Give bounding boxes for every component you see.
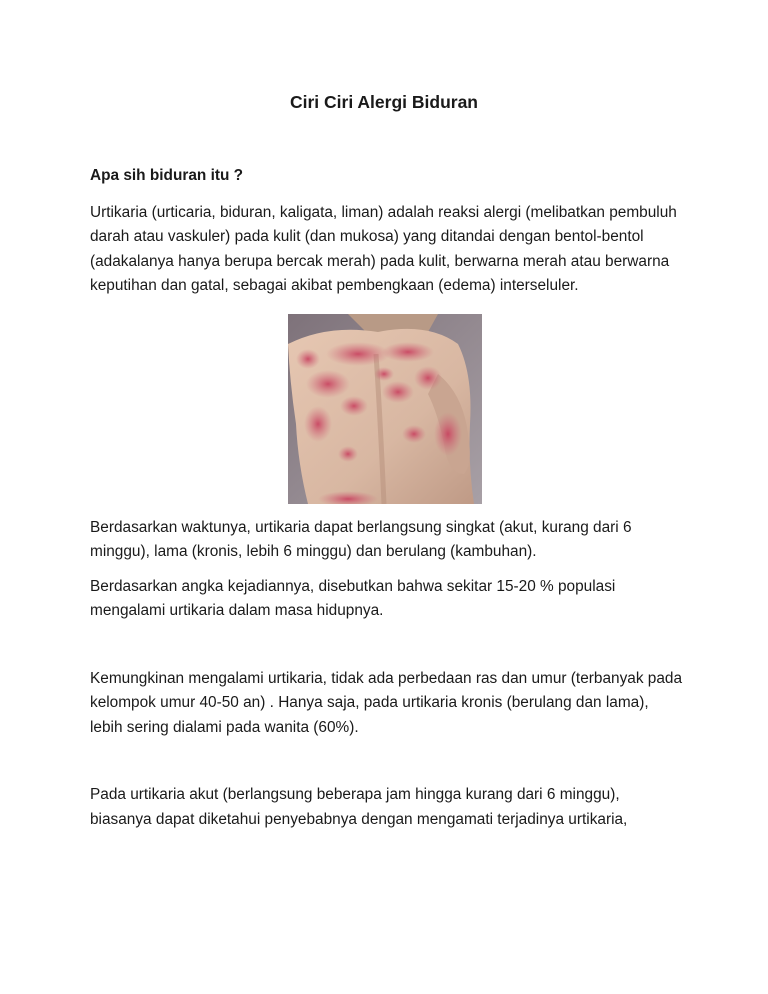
urticaria-back-photo bbox=[288, 314, 482, 504]
section-heading: Apa sih biduran itu ? bbox=[90, 167, 244, 184]
paragraph-definition: Urtikaria (urticaria, biduran, kaligata, liman) adalah reaksi alergi (melibatkan pembuluh darah atau vaskuler) pada kulit (dan mukosa) yang ditandai dengan bentol-bentol (adakalanya hanya berupa bercak merah) pada kulit, berwarna merah atau berwarna keputihan dan gatal, sebagai akibat pembengkaan (edema) interseluler. bbox=[90, 203, 677, 294]
page-title: Ciri Ciri Alergi Biduran bbox=[290, 92, 478, 112]
rash-photo-illustration bbox=[288, 314, 482, 504]
paragraph-duration: Berdasarkan waktunya, urtikaria dapat berlangsung singkat (akut, kurang dari 6 minggu), lama (kronis, lebih 6 minggu) dan berulang (kambuhan). bbox=[90, 518, 632, 560]
paragraph-incidence: Berdasarkan angka kejadiannya, disebutkan bahwa sekitar 15-20 % populasi mengalami urtikaria dalam masa hidupnya. bbox=[90, 577, 616, 619]
paragraph-demographics: Kemungkinan mengalami urtikaria, tidak ada perbedaan ras dan umur (terbanyak pada kelompok umur 40-50 an) . Hanya saja, pada urtikaria kronis (berulang dan lama), lebih sering dialami pada wanita (60%). bbox=[90, 669, 683, 736]
paragraph-acute: Pada urtikaria akut (berlangsung beberapa jam hingga kurang dari 6 minggu), biasanya dapat diketahui penyebabnya dengan mengamati terjadinya urtikaria, bbox=[90, 786, 628, 828]
document-body bbox=[90, 164, 685, 842]
